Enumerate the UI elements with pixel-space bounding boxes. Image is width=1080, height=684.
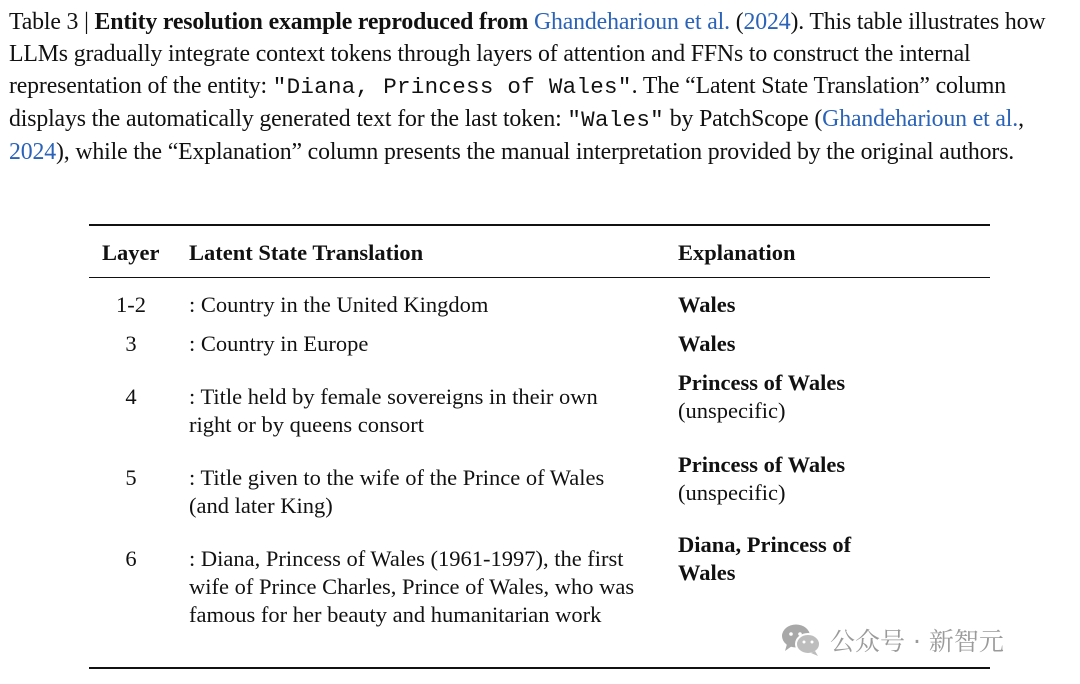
caption-sep: , [1018,106,1024,132]
citation-link-author-2[interactable]: Ghandeharioun et al. [822,106,1019,132]
row-2-layer: 3 [125,331,137,356]
caption-entity-code: "Diana, Princess of Wales" [272,74,632,100]
table-top-rule [89,224,990,226]
row-3-translation: : Title held by female sovereigns in their own right or by queens consort [189,384,598,437]
row-1-explanation-bold: Wales [678,292,736,317]
caption-text-3: by PatchScope ( [663,106,823,132]
caption-text-4: ), while the “Explanation” column presents the manual interpretation provided by the original authors. [56,139,1015,165]
row-2-explanation-bold: Wales [678,331,736,356]
citation-link-author[interactable]: Ghandeharioun et al. [533,9,730,35]
caption-token-code: "Wales" [567,107,664,133]
row-2-explanation [678,330,988,358]
row-3-explanation [678,369,988,425]
watermark-text: 公众号 · 新智元 [830,627,1004,656]
row-4-explanation-note: (unspecific) [678,480,786,505]
citation-link-year-2[interactable]: 2024 [9,139,56,165]
row-5-explanation-bold: Diana, Princess of Wales [678,532,852,585]
row-5-translation: : Diana, Princess of Wales (1961-1997), the first wife of Prince Charles, Prince of Wales, who was famous for her beauty and humanitarian work [189,546,635,627]
caption-text: ). This table illustrates how LLMs gradually integrate context tokens through layers of attention and FFNs to construct the internal representation of the entity: [9,9,1046,99]
caption-label: Table 3 | [9,9,95,35]
row-1-translation: : Country in the United Kingdom [189,292,489,317]
caption-text-2: . The “Latent State Translation” column displays the automatically generated text for the last token: [9,73,1007,132]
table-caption [9,6,1075,168]
row-3-explanation-bold: Princess of Wales [678,370,846,395]
row-3-layer: 4 [125,384,137,409]
row-4-translation: : Title given to the wife of the Prince of Wales (and later King) [189,465,605,518]
table-bottom-rule [89,667,990,669]
row-5-layer: 6 [125,546,137,571]
watermark [780,622,1004,658]
caption-title: Entity resolution example reproduced from [94,9,529,35]
header-translation: Latent State Translation [189,240,424,265]
citation-link-year[interactable]: 2024 [743,9,791,35]
caption-paren: ( [729,9,744,35]
row-4-explanation-bold: Princess of Wales [678,452,846,477]
header-layer: Layer [102,240,160,265]
row-5-explanation [678,531,878,587]
row-3-explanation-note: (unspecific) [678,398,786,423]
header-explanation: Explanation [678,240,796,265]
row-4-explanation [678,451,988,507]
table-header-rule [89,277,990,278]
row-2-translation: : Country in Europe [189,331,369,356]
row-1-explanation [678,291,988,319]
wechat-icon [780,623,822,657]
row-4-layer: 5 [125,465,137,490]
row-1-layer: 1-2 [116,292,146,317]
